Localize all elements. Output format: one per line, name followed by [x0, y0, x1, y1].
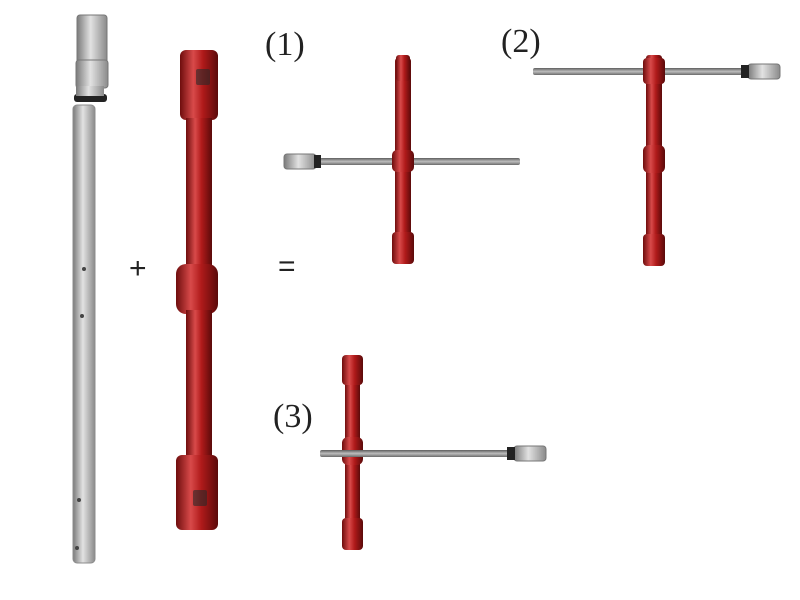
label-configuration-2: (2)	[501, 23, 541, 60]
label-configuration-1: (1)	[265, 26, 305, 63]
rivet	[77, 498, 81, 502]
plus-sign: +	[129, 252, 147, 285]
rivet	[80, 314, 84, 318]
label-configuration-3: (3)	[273, 398, 313, 435]
configuration-1-wrench	[284, 55, 520, 264]
silver-socket-bar	[73, 15, 108, 563]
configuration-2-wrench	[533, 55, 780, 266]
rivet	[82, 267, 86, 271]
equals-sign: =	[278, 250, 296, 283]
configuration-3-wrench	[320, 355, 546, 550]
rivet	[75, 546, 79, 550]
red-tube-wrench	[176, 50, 218, 530]
